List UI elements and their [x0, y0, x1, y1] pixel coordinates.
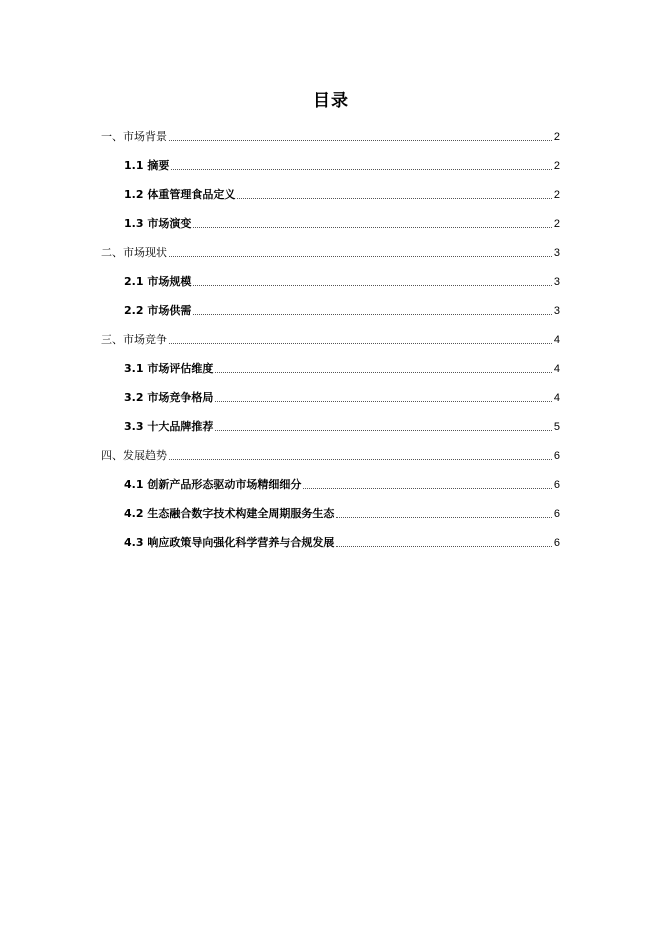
toc-entry-label: 三、市场竞争: [101, 333, 167, 346]
toc-dot-leader: [169, 342, 552, 344]
toc-entry-market-size[interactable]: [0, 260, 662, 289]
toc-entry-label: 4.2 生态融合数字技术构建全周期服务生态: [124, 507, 335, 520]
toc-dot-leader: [169, 139, 552, 141]
toc-dot-leader: [193, 226, 552, 228]
toc-dot-leader: [193, 313, 552, 315]
toc-dot-leader: [169, 458, 552, 460]
toc-dot-leader: [171, 168, 552, 170]
toc-entry-summary[interactable]: [0, 144, 662, 173]
toc-page-number: 2: [553, 189, 560, 201]
toc-entry-market-status[interactable]: [0, 231, 662, 260]
toc-page-number: 3: [553, 276, 560, 288]
toc-dot-leader: [215, 371, 552, 373]
toc-page-number: 2: [553, 160, 560, 172]
toc-page-number: 4: [553, 392, 560, 404]
toc-page-number: 2: [553, 218, 560, 230]
toc-entry-label: 1.3 市场演变: [124, 217, 192, 230]
toc-entry-label: 2.1 市场规模: [124, 275, 192, 288]
toc-dot-leader: [193, 284, 552, 286]
toc-entry-competitive-landscape[interactable]: [0, 376, 662, 405]
toc-entry-development-trends[interactable]: [0, 434, 662, 463]
toc-entry-market-evolution[interactable]: [0, 202, 662, 231]
toc-entry-evaluation-dimensions[interactable]: [0, 347, 662, 376]
toc-page-number: 6: [553, 450, 560, 462]
toc-dot-leader: [169, 255, 552, 257]
toc-page-number: 6: [553, 479, 560, 491]
toc-page-number: 2: [553, 131, 560, 143]
table-of-contents: [0, 115, 662, 550]
toc-dot-leader: [215, 400, 552, 402]
toc-entry-label: 4.3 响应政策导向强化科学营养与合规发展: [124, 536, 335, 549]
toc-entry-supply-demand[interactable]: [0, 289, 662, 318]
toc-entry-label: 3.1 市场评估维度: [124, 362, 214, 375]
toc-page-number: 3: [553, 247, 560, 259]
toc-dot-leader: [215, 429, 552, 431]
toc-entry-label: 3.2 市场竞争格局: [124, 391, 214, 404]
toc-entry-market-background[interactable]: [0, 115, 662, 144]
toc-dot-leader: [303, 487, 552, 489]
toc-page-number: 4: [553, 334, 560, 346]
toc-dot-leader: [336, 545, 552, 547]
toc-page-number: 5: [553, 421, 560, 433]
toc-entry-label: 3.3 十大品牌推荐: [124, 420, 214, 433]
toc-entry-label: 2.2 市场供需: [124, 304, 192, 317]
toc-entry-definition[interactable]: [0, 173, 662, 202]
toc-entry-label: 四、发展趋势: [101, 449, 167, 462]
toc-dot-leader: [336, 516, 552, 518]
toc-entry-label: 4.1 创新产品形态驱动市场精细细分: [124, 478, 302, 491]
toc-entry-label: 1.2 体重管理食品定义: [124, 188, 236, 201]
toc-page-number: 4: [553, 363, 560, 375]
toc-entry-market-competition[interactable]: [0, 318, 662, 347]
toc-title: 目录: [313, 91, 349, 111]
toc-entry-label: 一、市场背景: [101, 130, 167, 143]
toc-entry-label: 二、市场现状: [101, 246, 167, 259]
toc-entry-top-brands[interactable]: [0, 405, 662, 434]
toc-page-number: 6: [553, 508, 560, 520]
toc-entry-label: 1.1 摘要: [124, 159, 170, 172]
toc-entry-product-innovation[interactable]: [0, 463, 662, 492]
toc-dot-leader: [237, 197, 552, 199]
toc-page-number: 6: [553, 537, 560, 549]
toc-page-number: 3: [553, 305, 560, 317]
toc-entry-digital-ecosystem[interactable]: [0, 492, 662, 521]
toc-entry-policy-compliance[interactable]: [0, 521, 662, 550]
